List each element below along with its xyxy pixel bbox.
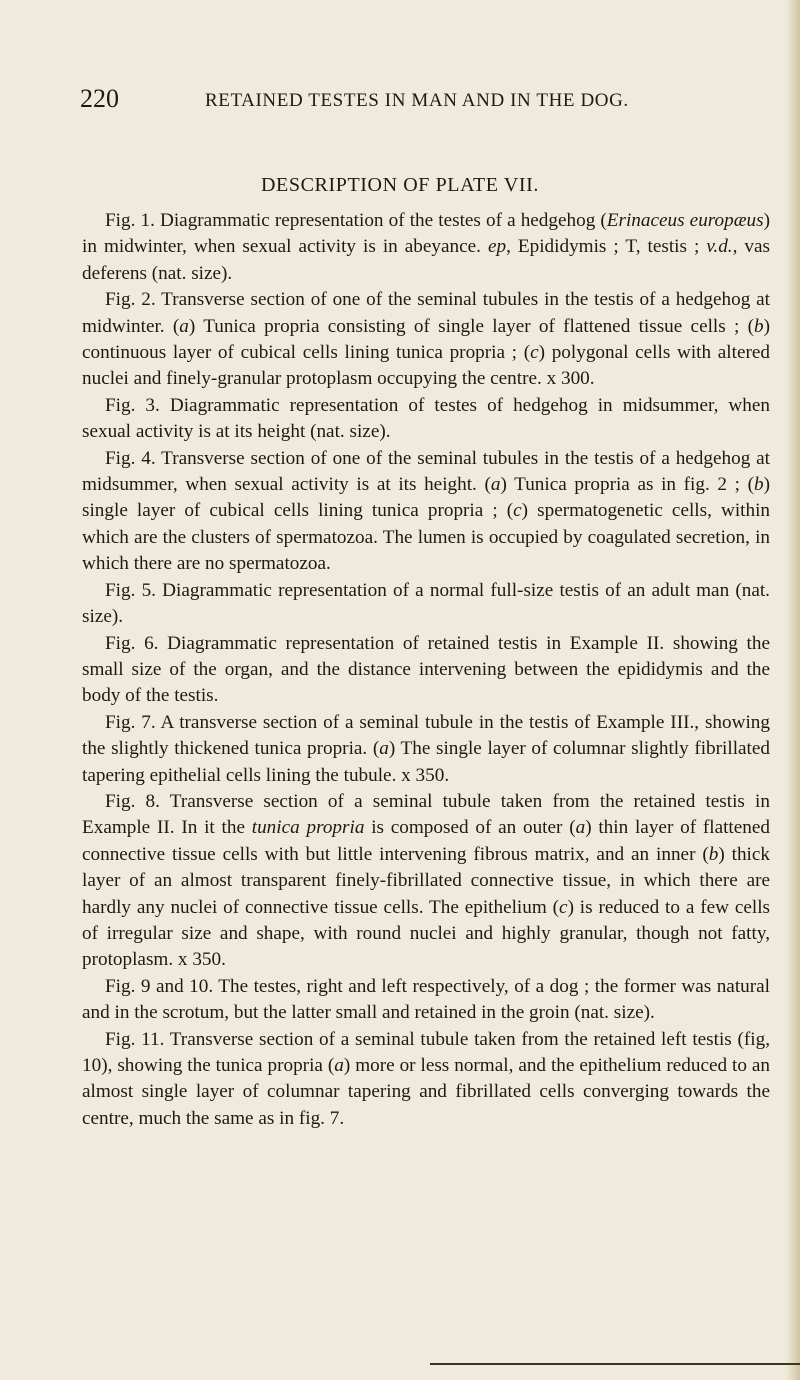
italic-term: b (708, 843, 719, 865)
figure-label: Fig. 9 and 10. (105, 975, 214, 997)
italic-term: a (575, 817, 586, 839)
figure-label: Fig. 11. (105, 1028, 165, 1050)
caption-text: Transverse section of one of the seminal tubules in the testis of a hedgehog at midwinter. ( (82, 289, 770, 337)
figure-label: Fig. 4. (105, 447, 156, 469)
figure-caption (82, 1027, 770, 1133)
section-title: DESCRIPTION OF PLATE VII. (261, 174, 539, 196)
caption-text: Transverse section of a seminal tubule taken from the retained testis in Example II. In it the (82, 790, 770, 839)
italic-term: tunica propria (251, 817, 365, 839)
italic-term: a (334, 1055, 344, 1076)
italic-term: b (754, 315, 764, 337)
figure-caption (82, 446, 770, 578)
caption-text: ) is reduced to a few cells of irregular size and shape, with round nuclei and highly granular, though not fatty, protoplasm. x 350. (82, 896, 770, 971)
figure-label: Fig. 8. (105, 790, 160, 812)
italic-term: b (754, 474, 764, 496)
caption-text: The testes, right and left respectively, of a dog ; the former was natural and in the scrotum, but the latter small and retained in the groin (nat. size). (82, 975, 770, 1024)
figure-label: Fig. 3. (105, 394, 160, 416)
bottom-rule (430, 1363, 800, 1365)
running-title: RETAINED TESTES IN MAN AND IN THE DOG. (205, 90, 629, 111)
figure-label: Fig. 2. (105, 289, 156, 311)
page-edge-shadow (786, 0, 800, 1380)
figure-label: Fig. 1. (105, 210, 155, 231)
caption-text: ) Tunica propria consisting of single layer of flattened tissue cells ; ( (188, 315, 755, 337)
caption-text: ) spermatogenetic cells, within which are the clusters of spermatozoa. The lumen is occupied by coagulated secretion, in which there are no spermatozoa. (82, 500, 770, 575)
caption-text: , Epididymis ; T, testis ; (506, 236, 707, 258)
caption-text: ) The single layer of columnar slightly fibrillated tapering epithelial cells lining the tubule. x 350. (82, 738, 770, 786)
italic-term: v.d. (706, 236, 733, 258)
italic-term: ep (487, 236, 507, 258)
caption-text: Transverse section of a seminal tubule taken from the retained left testis (fig, 10), showing the tunica propria ( (82, 1028, 770, 1076)
page-number: 220 (80, 84, 119, 113)
figure-caption (82, 393, 770, 446)
caption-text: Diagrammatic representation of retained testis in Example II. showing the small size of the organ, and the distance intervening between the epididymis and the body of the testis. (82, 632, 770, 707)
caption-text: ) thick layer of an almost transparent finely-fibrillated connective tissue, in which there are hardly any nuclei of connective tissue cells. The epithelium ( (82, 843, 770, 918)
caption-text: Diagrammatic representation of testes of hedgehog in midsummer, when sexual activity is at its height (nat. size). (82, 394, 770, 443)
figure-caption (82, 974, 770, 1027)
figure-caption (82, 287, 770, 393)
caption-text: , vas deferens (nat. size). (82, 236, 771, 284)
caption-text: ) single layer of cubical cells lining tunica propria ; ( (82, 474, 770, 522)
italic-term: c (513, 500, 522, 522)
caption-text: ) thin layer of flattened connective tissue cells with but little intervening fibrous matrix, and an inner ( (82, 817, 770, 865)
italic-term: c (559, 896, 568, 918)
italic-term: a (379, 738, 389, 760)
italic-term: c (530, 342, 539, 364)
italic-term: Erinaceus europæus (606, 210, 764, 231)
caption-text: A transverse section of a seminal tubule in the testis of Example III., showing the slightly thickened tunica propria. ( (82, 711, 770, 760)
figure-label: Fig. 7. (105, 711, 156, 733)
italic-term: a (179, 315, 189, 337)
figure-captions (82, 208, 770, 1132)
caption-text: Transverse section of one of the seminal tubules in the testis of a hedgehog at midsummer, when sexual activity is at its height. ( (82, 447, 770, 496)
italic-term: a (490, 474, 501, 496)
figure-label: Fig. 6. (105, 632, 159, 654)
caption-text: ) polygonal cells with altered nuclei and finely-granular protoplasm occupying the centre. x 300. (82, 342, 770, 390)
page-header (80, 84, 780, 124)
caption-text: ) continuous layer of cubical cells lining tunica propria ; ( (82, 315, 770, 364)
caption-text: Diagrammatic representation of the testes of a hedgehog ( (154, 210, 607, 231)
caption-text: Diagrammatic representation of a normal full-size testis of an adult man (nat. size). (82, 579, 770, 628)
caption-text: ) Tunica propria as in fig. 2 ; ( (500, 474, 755, 496)
caption-text: ) more or less normal, and the epithelium reduced to an almost single layer of columnar tapering and fibrillated cells converging towards the centre, much the same as in fig. 7. (82, 1055, 771, 1129)
figure-caption (82, 710, 770, 789)
caption-text: is composed of an outer ( (364, 817, 576, 839)
figure-label: Fig. 5. (105, 579, 156, 601)
figure-caption (82, 578, 770, 631)
figure-caption (82, 789, 770, 974)
caption-text: ) in midwinter, when sexual activity is in abeyance. (82, 210, 770, 258)
figure-caption (82, 631, 770, 710)
figure-caption (82, 208, 770, 287)
